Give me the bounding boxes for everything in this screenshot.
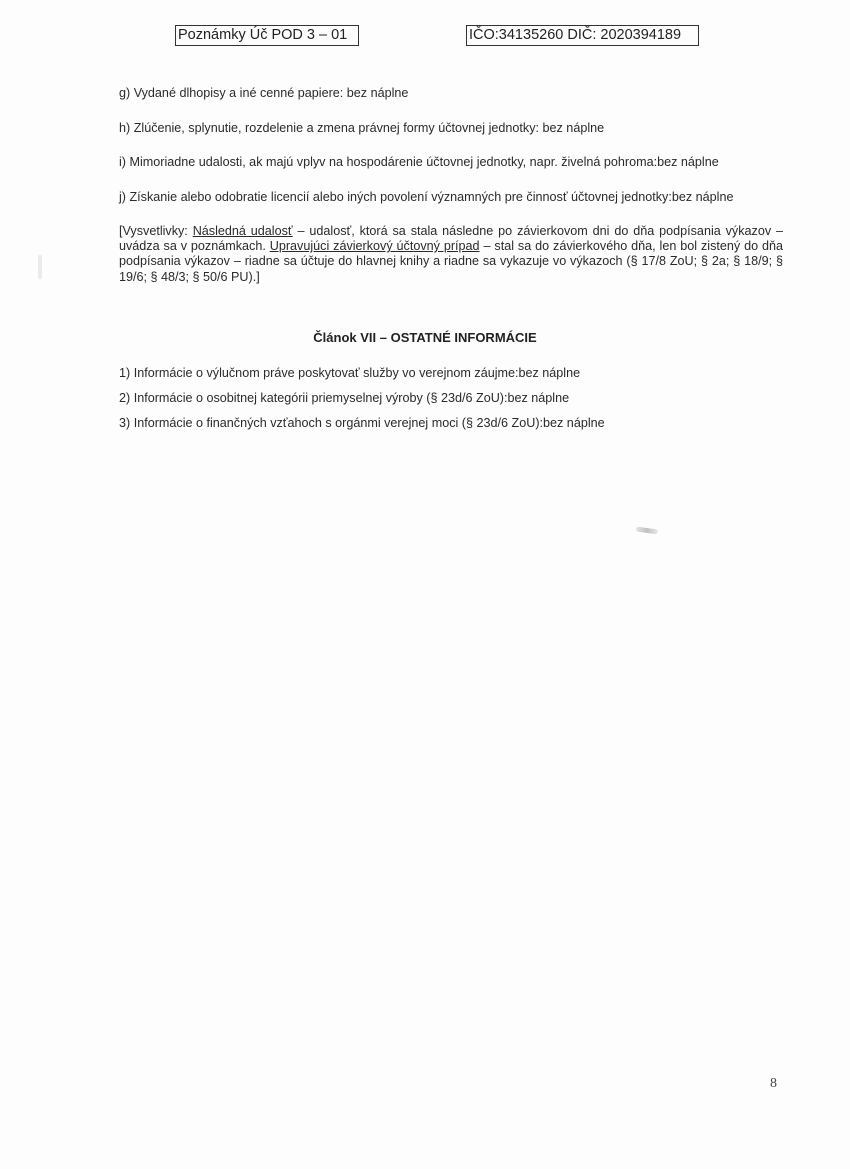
- header-document-code: Poznámky Úč POD 3 – 01: [175, 25, 359, 46]
- page-number: 8: [770, 1076, 777, 1091]
- article-item-2: 2) Informácie o osobitnej kategórii priemyselnej výroby (§ 23d/6 ZoU):bez náplne: [119, 391, 570, 405]
- header-company-ids: IČO:34135260 DIČ: 2020394189: [466, 25, 699, 46]
- note-term-subsequent-event: Následná udalosť: [192, 224, 293, 238]
- item-i-extraordinary-events: i) Mimoriadne udalosti, ak majú vplyv na hospodárenie účtovnej jednotky, napr. živelná pohroma:bez náplne: [119, 155, 719, 169]
- scan-mark: [38, 255, 42, 279]
- scan-speck: [636, 526, 658, 534]
- item-j-licences: j) Získanie alebo odobratie licencií alebo iných povolení významných pre činnosť účtovnej jednotky:bez náplne: [119, 190, 734, 204]
- explanatory-note: [119, 224, 783, 285]
- article-title: Článok VII – OSTATNÉ INFORMÁCIE: [313, 330, 537, 345]
- item-g-bonds: g) Vydané dlhopisy a iné cenné papiere: bez náplne: [119, 86, 409, 100]
- note-text-1: – udalosť, ktorá sa stala následne po závierkovom dni do dňa podpísania výkazov – uvádza sa v poznámkach.: [119, 224, 784, 254]
- article-item-3: 3) Informácie o finančných vzťahoch s orgánmi verejnej moci (§ 23d/6 ZoU):bez náplne: [119, 416, 605, 430]
- item-h-merger: h) Zlúčenie, splynutie, rozdelenie a zmena právnej formy účtovnej jednotky: bez náplne: [119, 121, 605, 135]
- article-item-1: 1) Informácie o výlučnom práve poskytovať služby vo verejnom záujme:bez náplne: [119, 366, 581, 380]
- note-prefix: [Vysvetlivky:: [119, 224, 193, 238]
- note-term-adjusting-event: Upravujúci závierkový účtovný prípad: [269, 239, 480, 254]
- note-text-2: – stal sa do závierkového dňa, len bol zistený do dňa podpísania výkazov – riadne sa účtuje do hlavnej knihy a riadne sa vykazuje vo výkazoch (§ 17/8 ZoU; § 2a; § 18/9; § 19/6; § 48/3; § 50/6 PU).]: [119, 239, 784, 284]
